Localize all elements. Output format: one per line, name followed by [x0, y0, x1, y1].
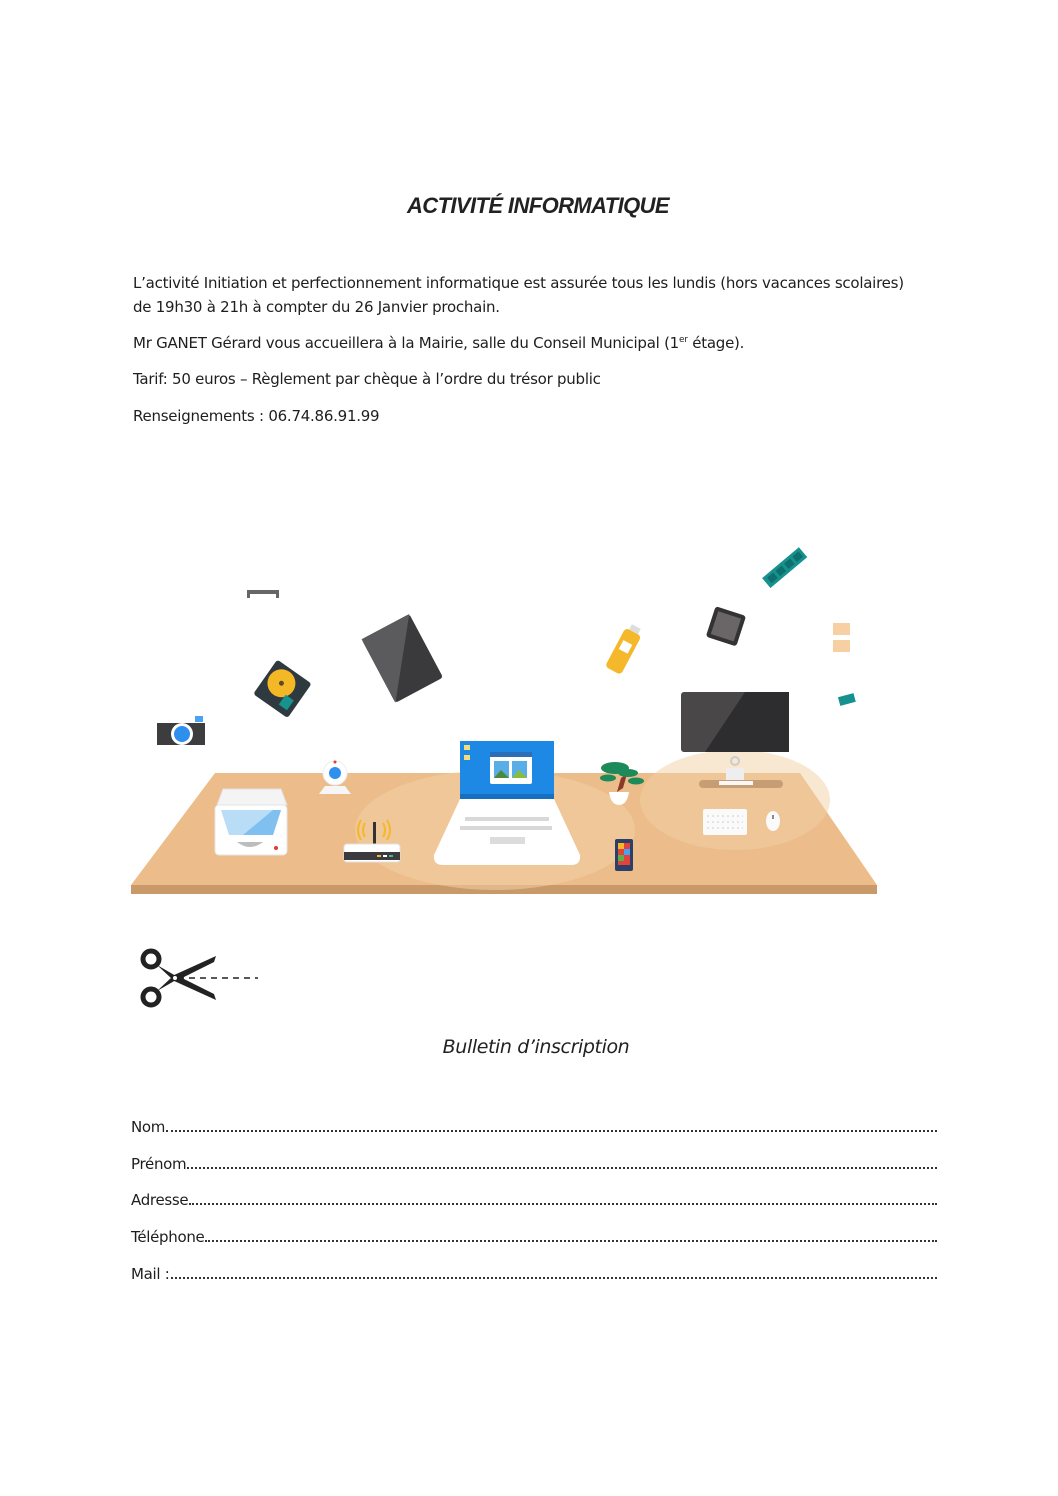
field-label: Téléphone — [131, 1228, 205, 1246]
scanner-icon — [215, 789, 287, 855]
hard-drive-icon — [253, 660, 311, 718]
info-line-start-date: de 19h30 à 21h à compter du 26 Janvier prochain. — [133, 298, 500, 316]
form-field-prenom[interactable] — [131, 1151, 937, 1173]
form-field-mail[interactable] — [131, 1261, 937, 1283]
floor-superscript: er — [678, 335, 688, 345]
field-label: Nom — [131, 1118, 166, 1136]
folder-icons — [833, 623, 850, 652]
dotted-fill-line[interactable] — [205, 1240, 937, 1242]
scissors-icon — [138, 946, 260, 1010]
info-line-price: Tarif: 50 euros – Règlement par chèque à l’ordre du trésor public — [133, 370, 601, 388]
dotted-fill-line[interactable] — [187, 1167, 937, 1169]
ram-stick-icon — [762, 547, 807, 588]
dotted-fill-line[interactable] — [189, 1203, 937, 1205]
field-label: Adresse — [131, 1191, 189, 1209]
camera-icon — [157, 716, 205, 745]
cpu-chip-icon — [706, 606, 746, 646]
form-title: Bulletin d’inscription — [442, 1036, 630, 1058]
page-title: ACTIVITÉ INFORMATIQUE — [407, 193, 669, 218]
form-field-nom[interactable] — [131, 1114, 937, 1136]
location-text: Mr GANET Gérard vous accueillera à la Mairie, salle du Conseil Municipal (1 — [133, 334, 679, 352]
location-text-end: étage). — [687, 334, 745, 352]
usb-drive-icon — [605, 622, 644, 675]
form-field-telephone[interactable] — [131, 1224, 937, 1246]
info-line-schedule: L’activité Initiation et perfectionnement informatique est assurée tous les lundis (hors vacances scolaires) — [133, 274, 904, 292]
tray-icon — [247, 590, 279, 598]
field-label: Mail : — [131, 1265, 170, 1283]
info-line-contact: Renseignements : 06.74.86.91.99 — [133, 407, 380, 425]
keyboard-icon — [703, 809, 747, 835]
computer-desk-illustration — [125, 530, 885, 910]
tablet-icon — [362, 614, 443, 703]
mouse-icon — [766, 811, 780, 831]
field-label: Prénom — [131, 1155, 187, 1173]
form-field-adresse[interactable] — [131, 1187, 937, 1209]
webcam-icon — [319, 761, 351, 795]
dotted-fill-line[interactable] — [171, 1277, 938, 1279]
memory-card-icon — [838, 693, 856, 706]
smartphone-icon — [615, 839, 633, 871]
dotted-fill-line[interactable] — [166, 1130, 937, 1132]
info-line-location — [133, 334, 744, 352]
